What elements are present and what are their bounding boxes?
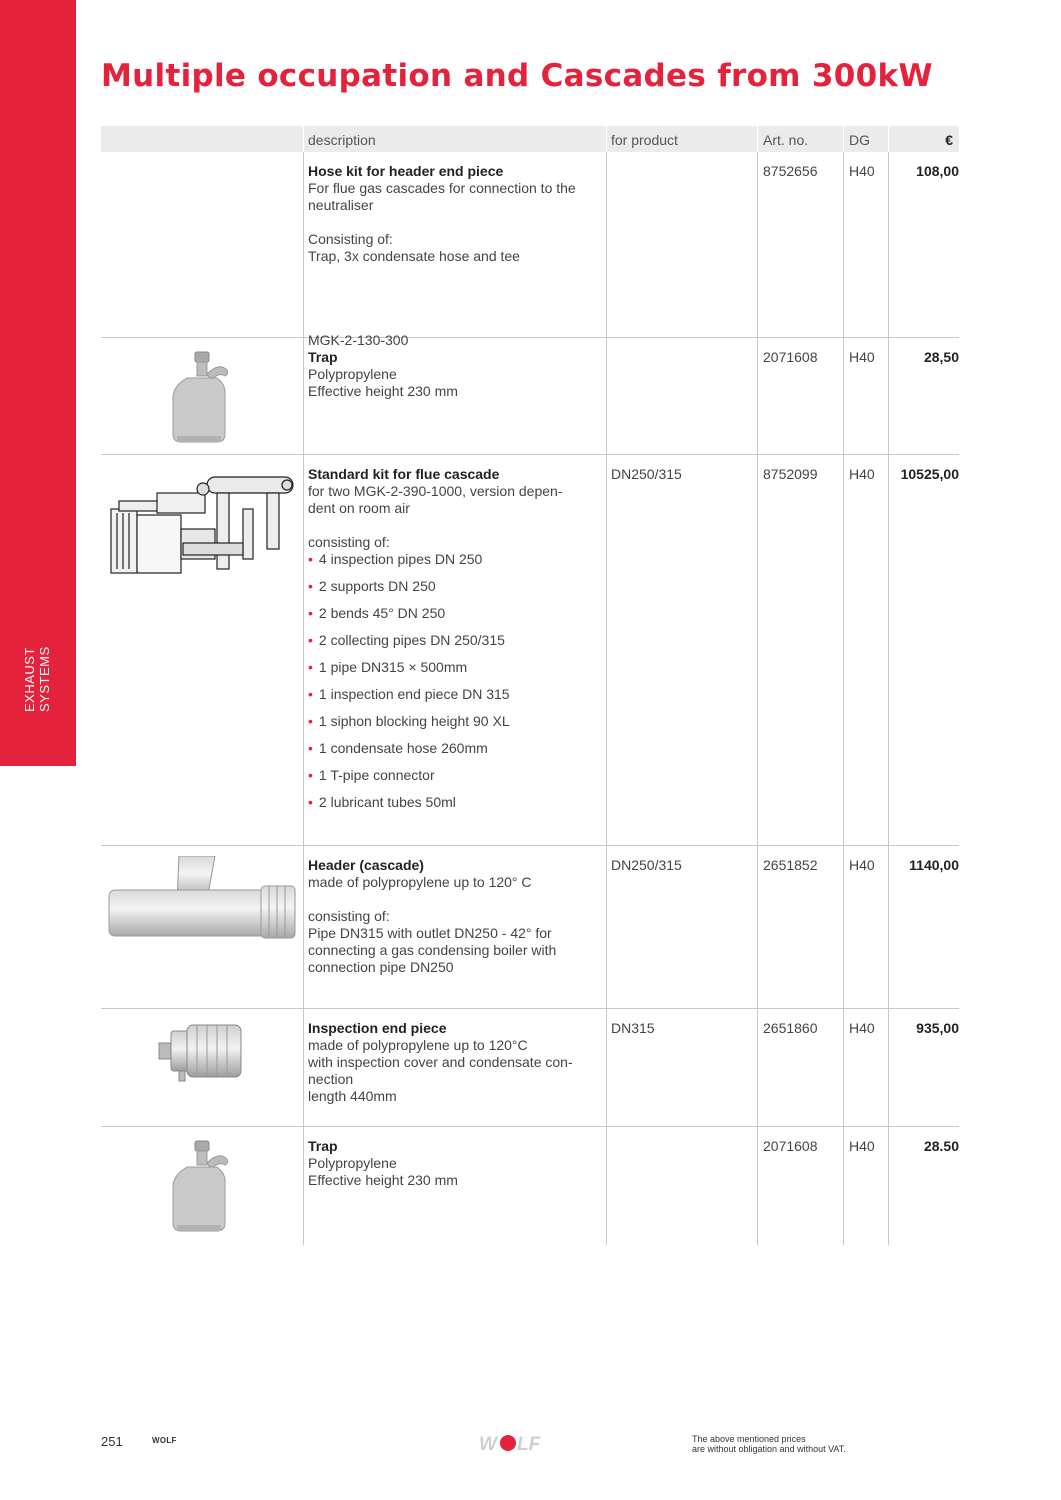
row-description — [308, 1020, 603, 1105]
header-price: € — [945, 132, 953, 148]
svg-text:W: W — [479, 1434, 497, 1454]
desc-line: connection pipe DN250 — [308, 959, 454, 975]
trap-bottle-icon — [167, 350, 239, 446]
price: 28,50 — [923, 349, 959, 365]
price-disclaimer — [692, 1434, 846, 1454]
art-no: 2651852 — [763, 857, 818, 873]
desc-line: consisting of: — [308, 534, 390, 550]
page-title: Multiple occupation and Cascades from 300kW — [101, 58, 933, 94]
table-header — [101, 126, 959, 152]
disclaimer-line: The above mentioned prices — [692, 1434, 806, 1444]
footer-brand: WOLF — [152, 1436, 177, 1445]
side-tab-line1: EXHAUST — [22, 647, 37, 712]
end-piece-icon — [157, 1021, 243, 1085]
art-no: 8752099 — [763, 466, 818, 482]
table-row — [101, 455, 959, 846]
list-item: • 2 bends 45° DN 250 — [308, 605, 446, 621]
dg: H40 — [849, 857, 875, 873]
row-title: Standard kit for flue cascade — [308, 466, 500, 482]
table-row — [101, 338, 959, 455]
list-item: • 1 siphon blocking height 90 XL — [308, 713, 510, 729]
cascade-kit-icon — [107, 469, 297, 579]
dg: H40 — [849, 349, 875, 365]
list-item: • 1 T-pipe connector — [308, 767, 435, 783]
for-product: DN250/315 — [611, 466, 682, 482]
header-description: description — [308, 132, 376, 148]
row-description — [308, 1138, 603, 1189]
row-title: Hose kit for header end piece — [308, 163, 504, 179]
list-item: • 1 pipe DN315 × 500mm — [308, 659, 468, 675]
desc-line: dent on room air — [308, 500, 410, 516]
art-no: 2071608 — [763, 349, 818, 365]
price: 10525,00 — [900, 466, 959, 482]
art-no: 2071608 — [763, 1138, 818, 1154]
desc-line: Polypropylene — [308, 1155, 397, 1171]
dg: H40 — [849, 466, 875, 482]
dg: H40 — [849, 1138, 875, 1154]
table-row — [101, 846, 959, 1009]
desc-line: connecting a gas condensing boiler with — [308, 942, 557, 958]
table-row — [101, 1009, 959, 1127]
art-no: 8752656 — [763, 163, 818, 179]
row-title: Inspection end piece — [308, 1020, 447, 1036]
row-description — [308, 466, 603, 821]
dg: H40 — [849, 1020, 875, 1036]
desc-line: Trap, 3x condensate hose and tee — [308, 248, 520, 264]
desc-line: Effective height 230 mm — [308, 1172, 458, 1188]
art-no: 2651860 — [763, 1020, 818, 1036]
svg-text:LF: LF — [517, 1434, 541, 1454]
row-title: Trap — [308, 349, 338, 365]
page-number: 251 — [101, 1434, 123, 1449]
desc-line: length 440mm — [308, 1088, 397, 1104]
desc-line: Pipe DN315 with outlet DN250 - 42° for — [308, 925, 552, 941]
price-table — [101, 126, 959, 1245]
side-tab-label — [22, 622, 52, 712]
list-item: • 2 supports DN 250 — [308, 578, 436, 594]
price: 1140,00 — [909, 857, 959, 873]
desc-line: nection — [308, 1071, 354, 1087]
table-row — [101, 1127, 959, 1245]
list-item: • 2 collecting pipes DN 250/315 — [308, 632, 505, 648]
desc-line: with inspection cover and condensate con- — [308, 1054, 573, 1070]
row-title: Trap — [308, 1138, 338, 1154]
row-description — [308, 349, 603, 400]
row-description — [308, 857, 603, 976]
table-row — [101, 152, 959, 348]
list-item: • 4 inspection pipes DN 250 — [308, 551, 483, 567]
list-item: • 1 condensate hose 260mm — [308, 740, 488, 756]
for-product: DN315 — [611, 1020, 655, 1036]
desc-line: made of polypropylene up to 120°C — [308, 1037, 528, 1053]
row-title: Header (cascade) — [308, 857, 424, 873]
desc-line: consisting of: — [308, 908, 390, 924]
desc-line: made of polypropylene up to 120° C — [308, 874, 532, 890]
header-pipe-icon — [107, 856, 299, 942]
price: 108,00 — [916, 163, 959, 179]
header-art-no: Art. no. — [763, 132, 809, 148]
trap-bottle-icon — [167, 1139, 239, 1235]
price: 935,00 — [916, 1020, 959, 1036]
side-tab-line2: SYSTEMS — [37, 646, 52, 712]
price: 28.50 — [923, 1138, 959, 1154]
desc-line: For flue gas cascades for connection to the neutraliser — [308, 180, 576, 213]
dg: H40 — [849, 163, 875, 179]
header-for-product: for product — [611, 132, 678, 148]
disclaimer-line: are without obligation and without VAT. — [692, 1444, 846, 1454]
desc-line: Polypropylene — [308, 366, 397, 382]
list-item: • 1 inspection end piece DN 315 — [308, 686, 510, 702]
header-dg: DG — [849, 132, 870, 148]
desc-line: Consisting of: — [308, 231, 393, 247]
row-description — [308, 163, 603, 265]
wolf-logo-icon — [479, 1432, 543, 1454]
for-product: DN250/315 — [611, 857, 682, 873]
component-list — [308, 551, 603, 821]
model-code: MGK-2-130-300 — [308, 332, 409, 348]
desc-line: Effective height 230 mm — [308, 383, 458, 399]
list-item: • 2 lubricant tubes 50ml — [308, 794, 456, 810]
desc-line: for two MGK-2-390-1000, version depen- — [308, 483, 563, 499]
